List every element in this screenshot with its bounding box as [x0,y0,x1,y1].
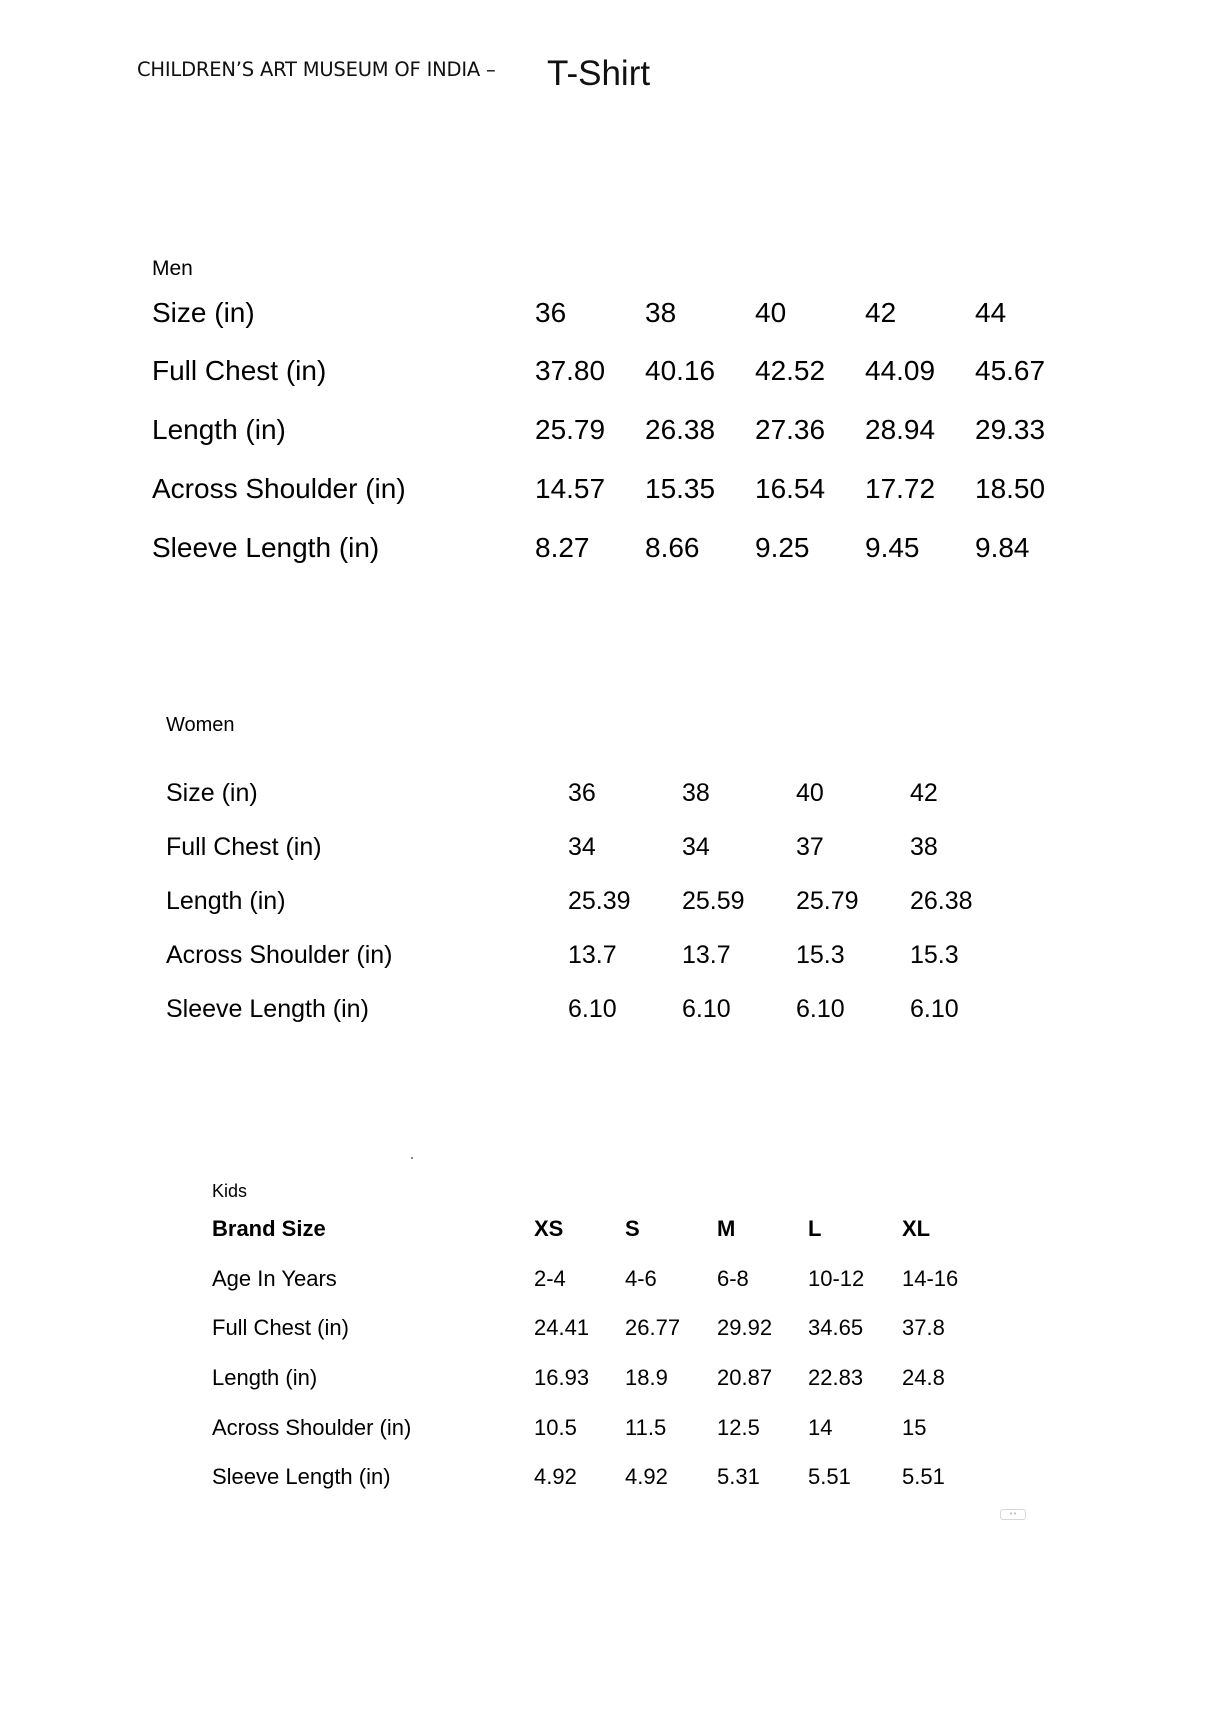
document-header [137,54,651,93]
table-cell: 44 [975,297,1007,328]
table-cell: 45.67 [975,355,1046,386]
table-cell: 26.38 [645,414,716,445]
table-cell: XS [534,1216,564,1241]
table-cell: 6.10 [682,995,731,1023]
table-cell: M [717,1216,736,1241]
table-cell: 8.27 [535,532,590,563]
table-cell: 12.5 [717,1415,760,1440]
table-cell: 5.31 [717,1464,760,1489]
table-cell: 9.25 [755,532,810,563]
table-cell: 42 [865,297,897,328]
table-cell: 24.8 [902,1365,945,1390]
table-cell: 38 [645,297,677,328]
table-cell: 42.52 [755,355,826,386]
table-cell: 9.45 [865,532,920,563]
table-cell: 29.33 [975,414,1046,445]
table-cell: 9.84 [975,532,1030,563]
table-cell: 13.7 [568,941,617,969]
row-label: Length (in) [152,414,286,445]
section-label-men: Men [152,257,193,280]
table-cell: 42 [910,779,938,807]
table-cell: 25.79 [535,414,606,445]
table-cell: 5.51 [808,1464,851,1489]
collapse-handle-icon: •• [1000,1509,1026,1520]
table-cell: 36 [535,297,567,328]
table-cell: 6-8 [717,1266,749,1291]
table-cell: 10.5 [534,1415,577,1440]
table-cell: 25.39 [568,887,631,915]
row-label: Size (in) [152,297,255,328]
table-cell: 6.10 [910,995,959,1023]
table-cell: 18.9 [625,1365,668,1390]
table-cell: 37 [796,833,824,861]
table-cell: 22.83 [808,1365,864,1390]
row-label: Across Shoulder (in) [152,473,406,504]
table-cell: 26.77 [625,1315,681,1340]
section-label-kids: Kids [212,1181,248,1201]
table-cell: 4.92 [625,1464,668,1489]
table-cell: 15.3 [796,941,845,969]
row-label: Sleeve Length (in) [152,532,380,563]
table-cell: L [808,1216,822,1241]
table-cell: 25.59 [682,887,745,915]
table-cell: 44.09 [865,355,936,386]
table-cell: 34 [568,833,596,861]
table-cell: 6.10 [568,995,617,1023]
table-cell: 15.3 [910,941,959,969]
table-cell: 36 [568,779,596,807]
table-cell: 18.50 [975,473,1046,504]
table-cell: 14.57 [535,473,606,504]
table-cell: 5.51 [902,1464,945,1489]
table-cell: 4.92 [534,1464,577,1489]
table-cell: 27.36 [755,414,826,445]
row-label: Brand Size [212,1216,326,1241]
row-label: Full Chest (in) [212,1315,349,1340]
row-label: Length (in) [212,1365,318,1390]
table-cell: 29.92 [717,1315,773,1340]
table-cell: 26.38 [910,887,973,915]
table-cell: 34.65 [808,1315,864,1340]
section-label-women: Women [166,714,235,736]
row-label: Length (in) [166,887,286,915]
table-cell: 40 [755,297,787,328]
table-cell: 37.80 [535,355,606,386]
table-cell: 38 [682,779,710,807]
product-title: T-Shirt [547,54,651,93]
table-cell: 6.10 [796,995,845,1023]
row-label: Age In Years [212,1266,337,1291]
table-cell: 10-12 [808,1266,865,1291]
table-cell: 16.54 [755,473,826,504]
row-label: Full Chest (in) [166,833,322,861]
row-label: Across Shoulder (in) [166,941,393,969]
table-cell: 24.41 [534,1315,590,1340]
row-label: Size (in) [166,779,258,807]
stray-mark [411,1157,413,1159]
table-cell: 13.7 [682,941,731,969]
row-label: Sleeve Length (in) [212,1464,391,1489]
table-cell: S [625,1216,640,1241]
table-cell: 25.79 [796,887,859,915]
table-cell: 2-4 [534,1266,566,1291]
table-cell: 28.94 [865,414,936,445]
table-cell: 17.72 [865,473,936,504]
table-cell: 15 [902,1415,927,1440]
table-cell: 16.93 [534,1365,590,1390]
table-cell: 4-6 [625,1266,657,1291]
table-cell: 37.8 [902,1315,945,1340]
table-cell: XL [902,1216,931,1241]
table-cell: 11.5 [625,1415,667,1440]
row-label: Across Shoulder (in) [212,1415,412,1440]
row-label: Sleeve Length (in) [166,995,369,1023]
table-cell: 14-16 [902,1266,959,1291]
table-cell: 40.16 [645,355,716,386]
table-cell: 38 [910,833,938,861]
row-label: Full Chest (in) [152,355,327,386]
table-cell: 14 [808,1415,833,1440]
table-cell: 15.35 [645,473,716,504]
table-cell: 20.87 [717,1365,773,1390]
table-cell: 34 [682,833,710,861]
table-cell: 8.66 [645,532,700,563]
table-cell: 40 [796,779,824,807]
organization-name: CHILDREN’S ART MUSEUM OF INDIA – [137,58,496,81]
